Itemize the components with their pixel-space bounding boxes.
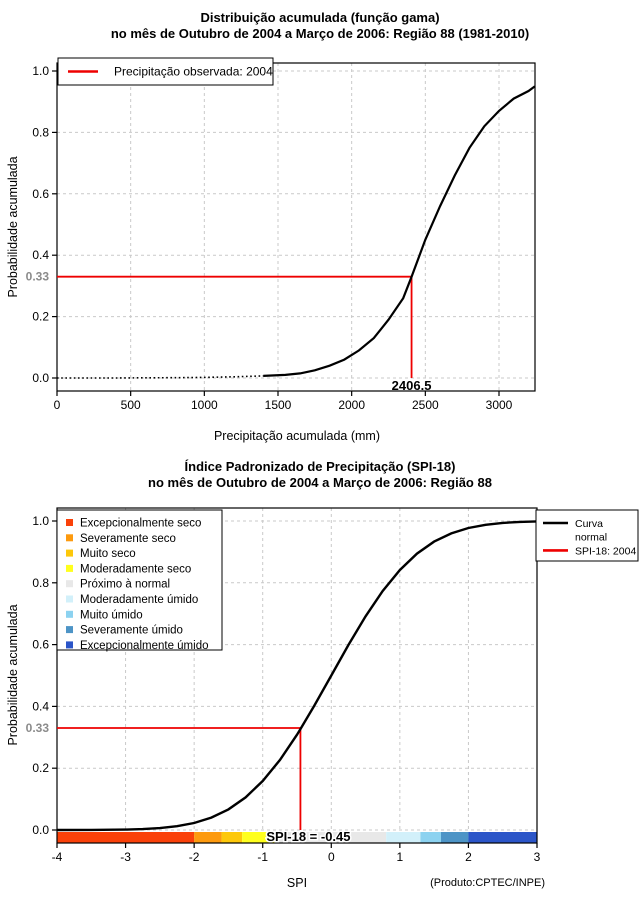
legend-item-label: Muito seco [80, 548, 136, 561]
gamma-chart-subtitle: no mês de Outubro de 2004 a Março de 2006: Região 88 (1981-2010) [110, 26, 530, 41]
legend-item-label: Excepcionalmente úmido [80, 639, 209, 652]
y-axis-tick-label: 0.2 [32, 761, 49, 776]
legend-item-label: Moderadamente úmido [80, 594, 199, 606]
spi-colorbar-segment [441, 832, 468, 843]
y-axis-tick-label: 0.2 [32, 309, 49, 324]
x-axis-tick-label: -2 [188, 850, 200, 864]
x-axis-tick-label: 2500 [411, 398, 439, 412]
x-value-annotation-label: 2406.5 [391, 378, 432, 393]
legend-item-label: Excepcionalmente seco [80, 517, 202, 530]
legend-swatch [66, 519, 73, 526]
legend-item-label: Severamente seco [80, 532, 176, 545]
x-axis-tick-label: 3000 [485, 398, 513, 412]
x-axis-tick-label: -1 [257, 850, 269, 864]
legend-item-label: Moderadamente seco [80, 563, 192, 576]
legend-item-label: Severamente úmido [80, 624, 183, 637]
cdf-curve [263, 86, 535, 376]
spi-chart-title: Índice Padronizado de Precipitação (SPI-18) [184, 459, 456, 474]
x-axis-tick-label: 2 [465, 850, 472, 864]
probability-annotation-label: 0.33 [25, 721, 49, 736]
x-axis-tick-label: -3 [120, 850, 131, 864]
y-axis-tick-label: 0.0 [32, 371, 49, 385]
y-axis-tick-label: 0.4 [32, 699, 49, 714]
spi-chart-subtitle: no mês de Outubro de 2004 a Março de 2006: Região 88 [148, 475, 492, 490]
spi-colorbar-segment [57, 832, 194, 843]
legend-swatch [66, 596, 73, 603]
x-value-annotation-label: SPI-18 = -0.45 [266, 829, 351, 844]
legend-item-label: Precipitação observada: 2004 [114, 64, 273, 79]
y-axis-tick-label: 0.0 [32, 823, 49, 837]
legend-swatch [66, 565, 73, 572]
x-axis-tick-label: 1500 [264, 398, 292, 412]
legend-swatch [66, 611, 73, 618]
x-axis-tick-label: 1 [396, 850, 404, 864]
y-axis-tick-label: 1.0 [32, 514, 49, 528]
x-axis-tick-label: 0 [327, 850, 335, 864]
x-axis-tick-label: 1000 [190, 398, 218, 412]
spi-colorbar-segment [194, 832, 221, 843]
spi-colorbar-segment [222, 832, 243, 843]
legend-item-label: normal [575, 531, 608, 544]
y-axis-tick-label: 1.0 [32, 64, 49, 78]
legend-swatch [66, 641, 73, 648]
y-axis-tick-label: 0.6 [32, 637, 49, 652]
spi-y-axis-label: Probabilidade acumulada [6, 604, 20, 746]
spi-colorbar-segment [420, 832, 441, 843]
observed-value-crosshair [57, 277, 412, 378]
y-axis-tick-label: 0.6 [32, 186, 49, 201]
spi-colorbar-segment [468, 832, 537, 843]
y-axis-tick-label: 0.8 [32, 575, 49, 590]
gamma-x-axis-label: Precipitação acumulada (mm) [213, 429, 381, 443]
legend-swatch [66, 534, 73, 541]
x-axis-tick-label: 3 [533, 850, 541, 864]
x-axis-tick-label: 500 [120, 398, 141, 412]
legend-swatch [66, 626, 73, 633]
gamma-chart-title: Distribuição acumulada (função gama) [200, 10, 440, 25]
x-axis-tick-label: -4 [51, 850, 63, 864]
legend-item-label: Muito úmido [80, 609, 143, 622]
gamma-y-axis-label: Probabilidade acumulada [6, 156, 20, 298]
y-axis-tick-label: 0.8 [32, 125, 49, 140]
producer-credit: (Produto:CPTEC/INPE) [430, 877, 545, 889]
plot-frame [57, 63, 535, 391]
probability-annotation-label: 0.33 [25, 269, 49, 284]
legend-item-label: Curva [575, 518, 604, 530]
x-axis-tick-label: 0 [53, 398, 61, 412]
spi-x-axis-label: SPI [286, 876, 308, 890]
legend-swatch [66, 580, 73, 587]
x-axis-tick-label: 2000 [338, 398, 366, 412]
legend-swatch [66, 550, 73, 557]
legend-item-label: SPI-18: 2004 [575, 545, 637, 558]
legend-item-label: Próximo à normal [80, 578, 171, 591]
spi-colorbar-segment [386, 832, 420, 843]
y-axis-tick-label: 0.4 [32, 248, 49, 263]
